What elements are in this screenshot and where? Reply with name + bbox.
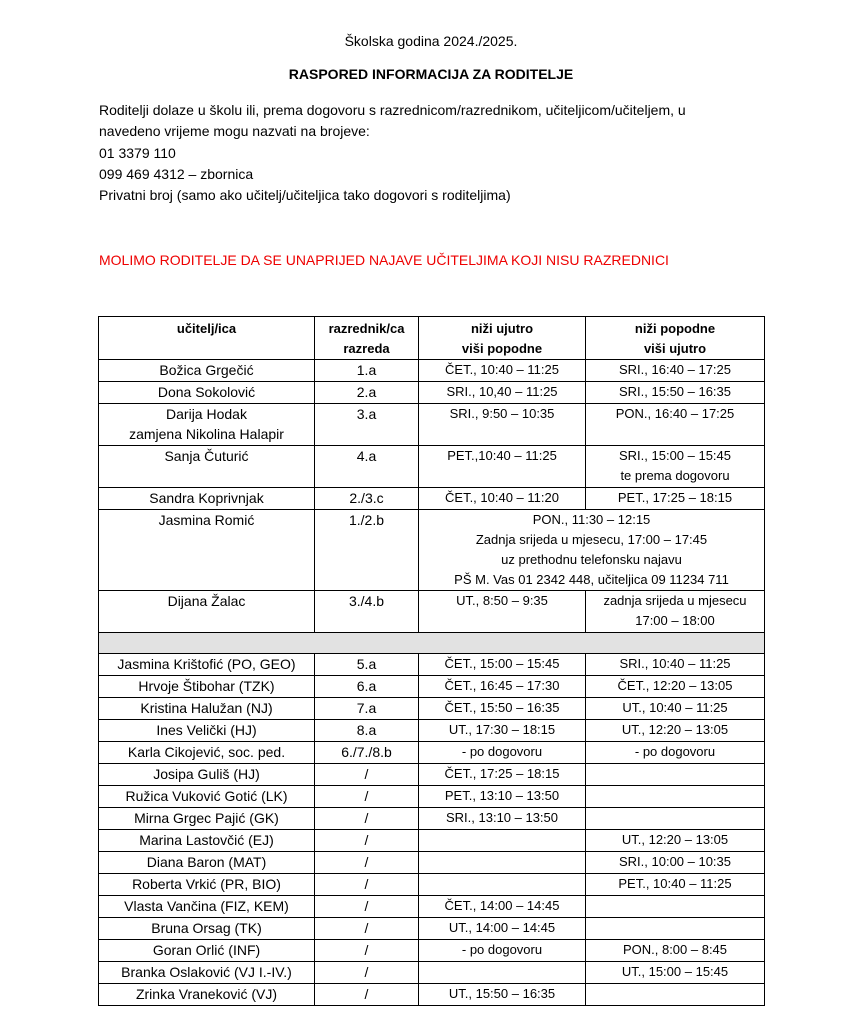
table-row bbox=[99, 742, 765, 764]
class-cell: 8.a bbox=[315, 720, 419, 742]
morning-cell: UT., 8:50 – 9:35 bbox=[419, 591, 586, 633]
afternoon-cell bbox=[586, 786, 765, 808]
table-row bbox=[99, 918, 765, 940]
table-row bbox=[99, 382, 765, 404]
morning-cell: SRI., 10,40 – 11:25 bbox=[419, 382, 586, 404]
table-row bbox=[99, 654, 765, 676]
afternoon-cell: SRI., 15:00 – 15:45 te prema dogovoru bbox=[586, 446, 765, 488]
teacher-cell: Branka Oslaković (VJ I.-IV.) bbox=[99, 962, 315, 984]
morning-cell: ČET., 10:40 – 11:25 bbox=[419, 360, 586, 382]
merged-schedule-cell: PON., 11:30 – 12:15 Zadnja srijeda u mjesecu, 17:00 – 17:45 uz prethodnu telefonsku najavu PŠ M. Vas 01 2342 448, učiteljica 09 11234 711 bbox=[419, 510, 765, 591]
teacher-cell: Dona Sokolović bbox=[99, 382, 315, 404]
afternoon-cell bbox=[586, 984, 765, 1006]
morning-cell: SRI., 13:10 – 13:50 bbox=[419, 808, 586, 830]
afternoon-cell bbox=[586, 896, 765, 918]
table-row bbox=[99, 940, 765, 962]
afternoon-cell: SRI., 10:00 – 10:35 bbox=[586, 852, 765, 874]
class-cell: / bbox=[315, 896, 419, 918]
teacher-cell: Darija Hodak zamjena Nikolina Halapir bbox=[99, 404, 315, 446]
teacher-cell: Josipa Guliš (HJ) bbox=[99, 764, 315, 786]
morning-cell: ČET., 15:50 – 16:35 bbox=[419, 698, 586, 720]
class-cell: / bbox=[315, 808, 419, 830]
teacher-cell: Jasmina Romić bbox=[99, 510, 315, 591]
section-separator bbox=[99, 633, 765, 654]
intro-line: Roditelji dolaze u školu ili, prema dogovoru s razrednicom/razrednikom, učiteljicom/učiteljem, u bbox=[99, 102, 686, 118]
teacher-cell: Karla Cikojević, soc. ped. bbox=[99, 742, 315, 764]
teacher-cell: Kristina Halužan (NJ) bbox=[99, 698, 315, 720]
table-row bbox=[99, 591, 765, 633]
phone-number: 099 469 4312 – zbornica bbox=[99, 165, 254, 182]
morning-cell: UT., 14:00 – 14:45 bbox=[419, 918, 586, 940]
afternoon-cell: SRI., 15:50 – 16:35 bbox=[586, 382, 765, 404]
header-class: razrednik/ca razreda bbox=[315, 317, 419, 360]
morning-cell bbox=[419, 874, 586, 896]
teacher-cell: Božica Grgečić bbox=[99, 360, 315, 382]
class-cell: 1.a bbox=[315, 360, 419, 382]
teacher-cell: Vlasta Vančina (FIZ, KEM) bbox=[99, 896, 315, 918]
header-morning: niži ujutro viši popodne bbox=[419, 317, 586, 360]
afternoon-cell bbox=[586, 918, 765, 940]
school-year: Školska godina 2024./2025. bbox=[344, 33, 518, 49]
intro-line: navedeno vrijeme mogu nazvati na brojeve: bbox=[99, 123, 370, 140]
teacher-cell: Ines Velički (HJ) bbox=[99, 720, 315, 742]
class-cell: 3.a bbox=[315, 404, 419, 446]
schedule-table bbox=[98, 316, 765, 1006]
afternoon-cell: PET., 17:25 – 18:15 bbox=[586, 488, 765, 510]
class-cell: / bbox=[315, 984, 419, 1006]
table-row bbox=[99, 962, 765, 984]
table-row bbox=[99, 808, 765, 830]
table-row bbox=[99, 764, 765, 786]
teacher-cell: Roberta Vrkić (PR, BIO) bbox=[99, 874, 315, 896]
class-cell: / bbox=[315, 764, 419, 786]
table-row bbox=[99, 676, 765, 698]
private-number-note: Privatni broj (samo ako učitelj/učiteljica tako dogovori s roditeljima) bbox=[99, 187, 511, 204]
morning-cell: PET., 13:10 – 13:50 bbox=[419, 786, 586, 808]
teacher-cell: Bruna Orsag (TK) bbox=[99, 918, 315, 940]
class-cell: / bbox=[315, 918, 419, 940]
morning-cell: SRI., 9:50 – 10:35 bbox=[419, 404, 586, 446]
morning-cell: UT., 17:30 – 18:15 bbox=[419, 720, 586, 742]
morning-cell bbox=[419, 852, 586, 874]
morning-cell: PET.,10:40 – 11:25 bbox=[419, 446, 586, 488]
afternoon-cell: SRI., 16:40 – 17:25 bbox=[586, 360, 765, 382]
class-cell: 5.a bbox=[315, 654, 419, 676]
teacher-cell: Sanja Čuturić bbox=[99, 446, 315, 488]
class-cell: / bbox=[315, 830, 419, 852]
teacher-cell: Dijana Žalac bbox=[99, 591, 315, 633]
table-row bbox=[99, 852, 765, 874]
class-cell: 2.a bbox=[315, 382, 419, 404]
class-cell: 7.a bbox=[315, 698, 419, 720]
teacher-cell: Ružica Vuković Gotić (LK) bbox=[99, 786, 315, 808]
teacher-cell: Jasmina Krištofić (PO, GEO) bbox=[99, 654, 315, 676]
table-row bbox=[99, 896, 765, 918]
morning-cell: ČET., 10:40 – 11:20 bbox=[419, 488, 586, 510]
header-teacher: učitelj/ica bbox=[99, 317, 315, 360]
teacher-cell: Sandra Koprivnjak bbox=[99, 488, 315, 510]
warning-notice: MOLIMO RODITELJE DA SE UNAPRIJED NAJAVE UČITELJIMA KOJI NISU RAZREDNICI bbox=[99, 252, 669, 268]
class-cell: 6.a bbox=[315, 676, 419, 698]
separator-cell bbox=[99, 633, 765, 654]
class-cell: 2./3.c bbox=[315, 488, 419, 510]
phone-number: 01 3379 110 bbox=[99, 144, 176, 161]
afternoon-cell: SRI., 10:40 – 11:25 bbox=[586, 654, 765, 676]
table-row bbox=[99, 830, 765, 852]
class-cell: 4.a bbox=[315, 446, 419, 488]
afternoon-cell: PET., 10:40 – 11:25 bbox=[586, 874, 765, 896]
morning-cell: UT., 15:50 – 16:35 bbox=[419, 984, 586, 1006]
teacher-cell: Mirna Grgec Pajić (GK) bbox=[99, 808, 315, 830]
class-cell: / bbox=[315, 786, 419, 808]
class-cell: 3./4.b bbox=[315, 591, 419, 633]
afternoon-cell: zadnja srijeda u mjesecu 17:00 – 18:00 bbox=[586, 591, 765, 633]
page-title: RASPORED INFORMACIJA ZA RODITELJE bbox=[288, 66, 574, 82]
intro-text bbox=[99, 100, 779, 206]
afternoon-cell: UT., 15:00 – 15:45 bbox=[586, 962, 765, 984]
afternoon-cell: PON., 16:40 – 17:25 bbox=[586, 404, 765, 446]
afternoon-cell bbox=[586, 764, 765, 786]
table-row bbox=[99, 786, 765, 808]
class-cell: / bbox=[315, 962, 419, 984]
afternoon-cell: ČET., 12:20 – 13:05 bbox=[586, 676, 765, 698]
morning-cell: ČET., 16:45 – 17:30 bbox=[419, 676, 586, 698]
table-row bbox=[99, 446, 765, 488]
table-header-row bbox=[99, 317, 765, 360]
class-cell: 6./7./8.b bbox=[315, 742, 419, 764]
table-row bbox=[99, 404, 765, 446]
afternoon-cell bbox=[586, 808, 765, 830]
morning-cell: ČET., 14:00 – 14:45 bbox=[419, 896, 586, 918]
class-cell: / bbox=[315, 874, 419, 896]
afternoon-cell: - po dogovoru bbox=[586, 742, 765, 764]
teacher-cell: Hrvoje Štibohar (TZK) bbox=[99, 676, 315, 698]
morning-cell bbox=[419, 962, 586, 984]
teacher-cell: Zrinka Vraneković (VJ) bbox=[99, 984, 315, 1006]
afternoon-cell: UT., 12:20 – 13:05 bbox=[586, 830, 765, 852]
table-row bbox=[99, 720, 765, 742]
table-row bbox=[99, 984, 765, 1006]
morning-cell: ČET., 17:25 – 18:15 bbox=[419, 764, 586, 786]
upper-grades-body bbox=[99, 654, 765, 1006]
afternoon-cell: UT., 10:40 – 11:25 bbox=[586, 698, 765, 720]
table-row bbox=[99, 488, 765, 510]
morning-cell: - po dogovoru bbox=[419, 742, 586, 764]
table-row bbox=[99, 360, 765, 382]
teacher-cell: Marina Lastovčić (EJ) bbox=[99, 830, 315, 852]
afternoon-cell: UT., 12:20 – 13:05 bbox=[586, 720, 765, 742]
class-cell: / bbox=[315, 940, 419, 962]
table-row bbox=[99, 698, 765, 720]
class-cell: 1./2.b bbox=[315, 510, 419, 591]
morning-cell: ČET., 15:00 – 15:45 bbox=[419, 654, 586, 676]
header-afternoon: niži popodne viši ujutro bbox=[586, 317, 765, 360]
class-cell: / bbox=[315, 852, 419, 874]
table-row bbox=[99, 510, 765, 591]
table-row bbox=[99, 874, 765, 896]
teacher-cell: Goran Orlić (INF) bbox=[99, 940, 315, 962]
afternoon-cell: PON., 8:00 – 8:45 bbox=[586, 940, 765, 962]
morning-cell: - po dogovoru bbox=[419, 940, 586, 962]
teacher-cell: Diana Baron (MAT) bbox=[99, 852, 315, 874]
morning-cell bbox=[419, 830, 586, 852]
